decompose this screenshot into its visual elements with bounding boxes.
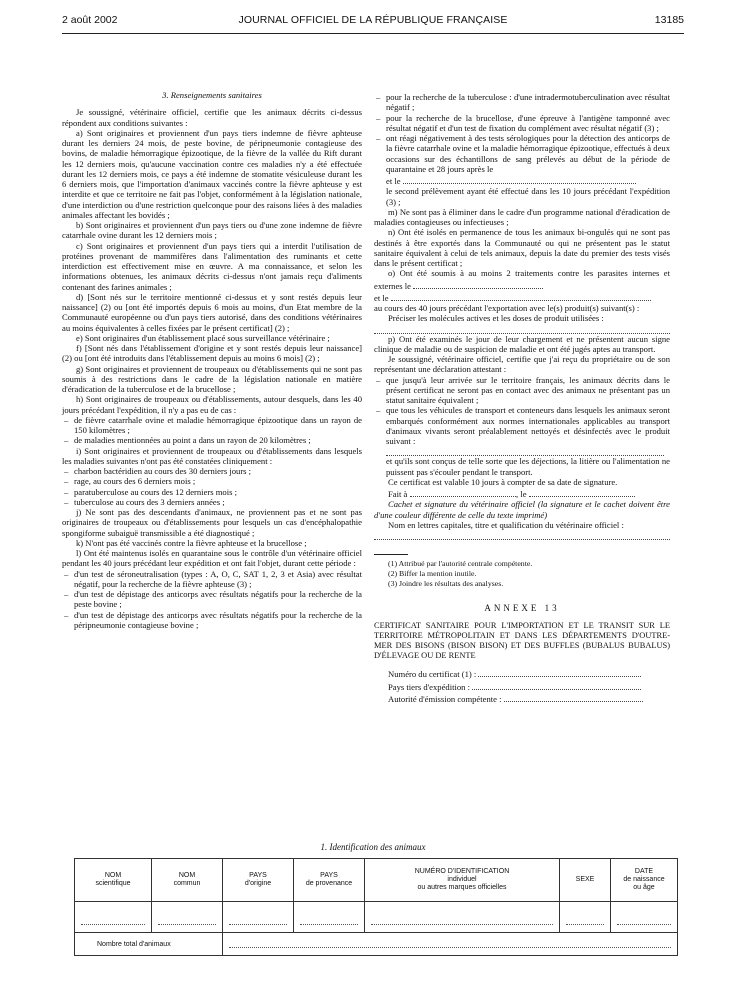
second-certification: Je soussigné, vétérinaire officiel, certifie que j'ai reçu du propriétaire ou de son représentant une déclaration attestant : — [374, 354, 670, 375]
intro-paragraph: Je soussigné, vétérinaire officiel, certifie que les animaux décrits ci-dessus répondent aux conditions suivantes : — [62, 107, 362, 128]
clause-o-cont: au cours des 40 jours précédant l'exportation avec le(s) produit(s) suivant(s) : — [374, 303, 640, 313]
table-cell[interactable] — [75, 902, 152, 933]
list-item: – charbon bactéridien au cours des 30 derniers jours ; — [62, 466, 362, 476]
table-cell[interactable] — [152, 902, 223, 933]
section-title: 3. Renseignements sanitaires — [162, 90, 262, 100]
header-identification-number: NUMÉRO D'IDENTIFICATION individuel ou autres marques officielles — [365, 859, 560, 902]
header-rule — [62, 33, 684, 34]
dotted-line — [374, 530, 670, 540]
footnote-2: (2) Biffer la mention inutile. — [388, 569, 477, 578]
field-certificate-number: Numéro du certificat (1) : — [374, 667, 670, 679]
fait-a-line: Fait à , le — [374, 487, 670, 499]
validity-text: Ce certificat est valable 10 jours à compter de sa date de signature. — [388, 476, 618, 487]
header-provenance-country: PAYS de provenance — [294, 859, 365, 902]
et-le-line: et le — [374, 174, 670, 186]
identification-table — [74, 858, 678, 956]
list-item: – de maladies mentionnées au point a dans un rayon de 20 kilomètres ; — [62, 435, 362, 445]
clause-o: o) Ont été soumis à au moins 2 traitements contre les parasites internes et externes le — [374, 268, 670, 291]
list-item: – tuberculose au cours des 3 derniers années ; — [62, 497, 362, 507]
header-origin-country: PAYS d'origine — [223, 859, 294, 902]
header-common-name: NOM commun — [152, 859, 223, 902]
footnote-rule — [374, 554, 408, 555]
clause-i-list — [62, 466, 362, 507]
clause-a: a) Sont originaires et proviennent d'un pays tiers indemne de fièvre aphteuse durant les derniers 24 mois, de peste bovine, de péripneumonie contagieuse des bovins, de maladie hémorragique épizootique, de la fièvre de la vallée du Rift durant les 12 derniers mois, qu'aucune vaccination contre ces maladies n'y a été effectuée durant les 12 derniers mois, ce pays a été indemne de stomatite vésiculeuse durant les 6 derniers mois, que l'importation d'animaux vaccinés contre la fièvre aphteuse y est interdite et que ce territoire ne fait pas l'objet, conformément à la législation nationale, d'une interdiction ou d'une restriction quelconque pour des raisons liées à des maladies animales affectant les bovidés ; — [62, 127, 362, 220]
table-cell[interactable] — [365, 902, 560, 933]
header-scientific-name: NOM scientifique — [75, 859, 152, 902]
list-item: – que jusqu'à leur arrivée sur le territoire français, les animaux décrits dans le présent certificat ne seront pas en contact avec des animaux ne présentant pas un statut sanitaire équivalent ; — [374, 375, 670, 406]
issue-date: 2 août 2002 — [62, 14, 118, 26]
cachet-text: Cachet et signature du vétérinaire officiel (la signature et le cachet doivent être d'une couleur différente de celle du texte imprimé) — [374, 499, 670, 520]
clause-m: m) Ne sont pas à éliminer dans le cadre d'un programme national d'éradication de maladies contagieuses ou infectieuses ; — [374, 206, 670, 227]
list-item: – ont réagi négativement à des tests sérologiques pour la détection des anticorps de la fièvre catarrhale ovine et la maladie hémorragique épizootique, effectués à deux occasions sur des échantillons de sang prélevés au début de la période de quarantaine et 28 jours après le — [374, 133, 670, 174]
list-item: – que tous les véhicules de transport et conteneurs dans lesquels les animaux seront embarqués conformément aux normes internationales applicables au transport d'animaux vivants seront préalablement nettoyés et désinfectés avec le produit suivant : — [374, 405, 670, 446]
dotted-line — [374, 324, 670, 334]
table-total-row — [75, 933, 678, 956]
table-row — [75, 902, 678, 933]
list-item: – paratuberculose au cours des 12 derniers mois ; — [62, 487, 362, 497]
clause-l-list-cont — [374, 92, 670, 174]
table-cell[interactable] — [223, 902, 294, 933]
list-item: – d'un test de séroneutralisation (types : A, O, C, SAT 1, 2, 3 et Asia) avec résultat négatif, pour la recherche de la fièvre aphteuse (3) ; — [62, 569, 362, 590]
page-header — [62, 14, 684, 30]
clause-f: f) [Sont nés dans l'établissement d'origine et y sont restés depuis leur naissance] (2) ou [ont été introduits dans l'établissement depuis au moins 6 mois] (2) ; — [62, 343, 362, 364]
table-title: 1. Identification des animaux — [320, 842, 426, 852]
annex-title: CERTIFICAT SANITAIRE POUR L'IMPORTATION ET LE TRANSIT SUR LE TERRITOIRE MÉTROPOLITAIN ET DANS LES DÉPARTEMENTS D'OUTRE-MER DES BISONS (BISON BISON) ET DES BUFFLES (BUBALUS BUBALUS) D'ÉLEVAGE OU DE RENTE — [374, 621, 670, 661]
clause-l: l) Ont été maintenus isolés en quarantaine sous le contrôle d'un vétérinaire officiel pendant les 40 jours précédant leur expédition et ont fait l'objet, durant cette période : — [62, 548, 362, 569]
clause-p: p) Ont été examinés le jour de leur chargement et ne présentent aucun signe clinique de maladie ou de suspicion de maladie et ont été jugés aptes au transport. — [374, 333, 670, 354]
left-column — [62, 90, 362, 630]
list-item: – de fièvre catarrhale ovine et maladie hémorragique épizootique dans un rayon de 150 kilomètres ; — [62, 415, 362, 436]
clause-b: b) Sont originaires et proviennent d'un pays tiers ou d'une zone indemne de fièvre catarrhale ovine durant les 12 derniers mois ; — [62, 220, 362, 241]
clause-k: k) N'ont pas été vaccinés contre la fièvre aphteuse et la brucellose ; — [76, 537, 307, 548]
annex-heading: ANNEXE 13 — [484, 603, 560, 613]
field-shipping-country: Pays tiers d'expédition : — [374, 680, 670, 692]
dotted-line — [386, 446, 664, 456]
total-value-cell[interactable] — [223, 933, 678, 956]
table-cell[interactable] — [560, 902, 611, 933]
second-sample: le second prélèvement ayant été effectué dans les 10 jours précédant l'expédition (3) ; — [386, 186, 670, 207]
preciser-line: Préciser les molécules actives et les doses de produit utilisées : — [388, 313, 604, 324]
list-item: – pour la recherche de la tuberculose : d'une intradermotuberculination avec résultat négatif ; — [374, 92, 670, 113]
clause-o-and: et le — [374, 291, 670, 303]
total-label: Nombre total d'animaux — [75, 933, 223, 956]
clause-j: j) Ne sont pas des descendants d'animaux, ne proviennent pas et ne sont pas originaires de troupeaux ou d'établissements pour lesquels un cas d'encéphalopathie spongiforme subaiguë transmissible a été diagnostiqué ; — [62, 507, 362, 538]
table-cell[interactable] — [611, 902, 678, 933]
list-item: – d'un test de dépistage des anticorps avec résultats négatifs pour la recherche de la péripneumonie contagieuse bovine ; — [62, 610, 362, 631]
clause-n: n) Ont été isolés en permanence de tous les animaux bi-ongulés qui ne sont pas destinés à être exportés dans la Communauté ou qui ne présentent pas le statut sanitaire équivalent à celui de tels animaux, depuis la date du premier des tests visés dans le présent certificat ; — [374, 227, 670, 268]
journal-title: JOURNAL OFFICIEL DE LA RÉPUBLIQUE FRANÇAISE — [238, 14, 508, 26]
table-header-row — [75, 859, 678, 902]
list-item: – pour la recherche de la brucellose, d'une épreuve à l'antigène tamponné avec résultat négatif et d'un test de fixation du complément avec résultat négatif (3) ; — [374, 113, 670, 134]
clause-h: h) Sont originaires de troupeaux ou d'établissements, autour desquels, dans les 40 jours précédant l'expédition, il n'y a pas eu de cas : — [62, 394, 362, 415]
dejections-text: et qu'ils sont conçus de telle sorte que les déjections, la litière ou l'alimentation ne puissent pas s'écouler pendant le transport. — [386, 456, 670, 477]
header-sex: SEXE — [560, 859, 611, 902]
clause-g: g) Sont originaires et proviennent de troupeaux ou d'établissements qui ne sont pas soumis à des restrictions dans le cadre de la législation nationale en matière d'éradication de la tuberculose et de la brucellose ; — [62, 363, 362, 394]
page-number: 13185 — [654, 14, 684, 26]
clause-e: e) Sont originaires d'un établissement placé sous surveillance vétérinaire ; — [76, 332, 330, 343]
clause-h-list — [62, 415, 362, 446]
nom-text: Nom en lettres capitales, titre et qualification du vétérinaire officiel : — [388, 519, 624, 530]
table-cell[interactable] — [294, 902, 365, 933]
declaration-list — [374, 375, 670, 447]
footnote-3: (3) Joindre les résultats des analyses. — [388, 579, 504, 588]
clause-i: i) Sont originaires et proviennent de troupeaux ou d'établissements dans lesquels les maladies suivantes n'ont pas été constatées cliniquement : — [62, 445, 362, 466]
field-issuing-authority: Autorité d'émission compétente : — [374, 692, 670, 704]
header-birth-date: DATE de naissance ou âge — [611, 859, 678, 902]
clause-d: d) [Sont nés sur le territoire mentionné ci-dessus et y sont restés depuis leur naissance] (2) ou [ont été importés depuis 6 mois au moins, d'un Etat membre de la Communauté européenne ou d'un pays tiers autorisé, dans des conditions vétérinaires au moins équivalentes à celles fixées par le présent certificat] (2) ; — [62, 291, 362, 333]
clause-c: c) Sont originaires et proviennent d'un pays tiers qui a interdit l'utilisation de protéines provenant de mammifères dans l'alimentation des ruminants et cette interdiction est effectivement mise en œuvre. A ma connaissance, et selon les informations obtenues, les animaux décrits ci-dessus n'ont jamais reçu d'aliments contenant des farines animales ; — [62, 240, 362, 292]
list-item: – rage, au cours des 6 derniers mois ; — [62, 476, 362, 486]
footnote-1: (1) Attribué par l'autorité centrale compétente. — [388, 559, 533, 568]
clause-l-list — [62, 569, 362, 631]
right-column — [374, 92, 670, 704]
list-item: – d'un test de dépistage des anticorps avec résultats négatifs pour la recherche de la peste bovine ; — [62, 589, 362, 610]
